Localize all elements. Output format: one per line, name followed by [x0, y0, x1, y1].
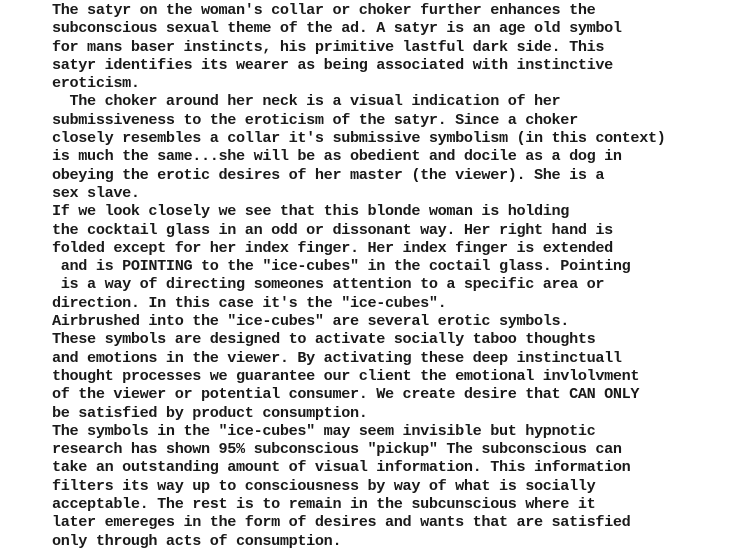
text-line: acceptable. The rest is to remain in the subcunscious where it [52, 495, 596, 514]
text-line: and is POINTING to the "ice-cubes" in the coctail glass. Pointing [52, 257, 631, 276]
text-line: satyr identifies its wearer as being associated with instinctive [52, 55, 613, 74]
text-line: and emotions in the viewer. By activating these deep instinctuall [52, 348, 622, 367]
text-line: sex slave. [52, 183, 140, 202]
text-line: is a way of directing someones attention to a specific area or [52, 275, 605, 294]
text-line: The symbols in the "ice-cubes" may seem invisible but hypnotic [52, 421, 596, 440]
text-line: is much the same...she will be as obedient and docile as a dog in [52, 147, 622, 166]
text-line: thought processes we guarantee our client the emotional invlolvment [52, 366, 640, 385]
text-line: for mans baser instincts, his primitive lastful dark side. This [52, 37, 605, 56]
text-line: be satisfied by product consumption. [52, 403, 368, 422]
text-line: only through acts of consumption. [52, 531, 342, 550]
document-text [52, 1, 665, 550]
text-line: Airbrushed into the "ice-cubes" are several erotic symbols. [52, 312, 570, 331]
text-line: submissiveness to the eroticism of the satyr. Since a choker [52, 110, 578, 129]
text-line: The satyr on the woman's collar or choker further enhances the [52, 1, 596, 19]
text-line: later emereges in the form of desires and wants that are satisfied [52, 513, 631, 532]
text-line: the cocktail glass in an odd or dissonant way. Her right hand is [52, 220, 613, 239]
text-line: of the viewer or potential consumer. We create desire that CAN ONLY [52, 385, 640, 404]
text-line: If we look closely we see that this blonde woman is holding [52, 202, 570, 221]
text-line: The choker around her neck is a visual indication of her [52, 92, 561, 111]
text-line: obeying the erotic desires of her master (the viewer). She is a [52, 165, 605, 184]
text-line: research has shown 95% subconscious "pickup" The subconscious can [52, 440, 622, 459]
text-line: These symbols are designed to activate socially taboo thoughts [52, 330, 596, 349]
text-line: take an outstanding amount of visual information. This information [52, 458, 631, 477]
text-line: subconscious sexual theme of the ad. A satyr is an age old symbol [52, 19, 622, 38]
text-line: eroticism. [52, 74, 140, 93]
text-line: direction. In this case it's the "ice-cubes". [52, 293, 447, 312]
text-line: filters its way up to consciousness by way of what is socially [52, 476, 596, 495]
text-line: folded except for her index finger. Her index finger is extended [52, 238, 613, 257]
text-line: closely resembles a collar it's submissive symbolism (in this context) [52, 129, 666, 148]
